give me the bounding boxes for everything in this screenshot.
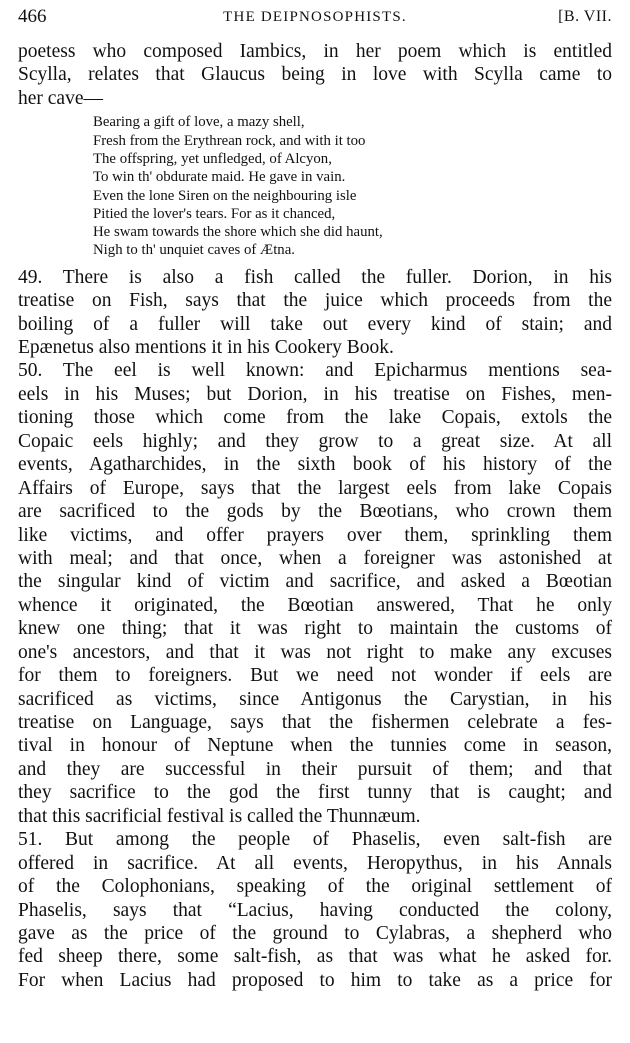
text-line: with meal; and that once, when a foreigner was astonished at (18, 547, 612, 569)
text-line: gave as the price of the ground to Cylabras, a shepherd who (18, 922, 612, 944)
text-line: Epænetus also mentions it in his Cookery Book. (18, 337, 394, 358)
verse-line: Even the lone Siren on the neighbouring isle (93, 187, 357, 204)
text-line: events, Agatharchides, in the sixth book of his history of the (18, 454, 612, 476)
text-line: whence it originated, the Bœotian answered, That he only (18, 594, 612, 616)
text-line: and they are successful in their pursuit of them; and that (18, 758, 612, 780)
section-51-paragraph (18, 828, 612, 992)
intro-paragraph (18, 40, 612, 110)
text-line: they sacrifice to the god the first tunny that is caught; and (18, 782, 612, 804)
page-number: 466 (18, 6, 47, 27)
verse-line: Pitied the lover's tears. For as it chanced, (93, 205, 336, 222)
text-line: like victims, and offer prayers over them, sprinkling them (18, 524, 612, 546)
text-line: Scylla, relates that Glaucus being in love with Scylla came to (18, 64, 612, 86)
page-body (18, 40, 612, 992)
text-line: her cave— (18, 87, 103, 109)
text-line: offered in sacrifice. At all events, Heropythus, in his Annals (18, 852, 612, 874)
text-line: treatise on Fish, says that the juice which proceeds from the (18, 290, 612, 312)
text-line: the singular kind of victim and sacrifice, and asked a Bœotian (18, 571, 612, 593)
text-line: tival in honour of Neptune when the tunnies come in season, (18, 735, 612, 757)
verse-line: Nigh to th' unquiet caves of Ætna. (93, 242, 295, 259)
verse-quotation (93, 113, 612, 259)
text-line: 50. The eel is well known: and Epicharmus mentions sea- (18, 360, 612, 382)
text-line: Affairs of Europe, says that the largest eels from lake Copais (18, 477, 612, 499)
verse-line: Fresh from the Erythrean rock, and with it too (93, 132, 366, 149)
book-indicator: [B. VII. (558, 8, 612, 25)
text-line: boiling of a fuller will take out every kind of stain; and (18, 313, 612, 335)
text-line: of the Colophonians, speaking of the original settlement of (18, 876, 612, 898)
text-line: eels in his Muses; but Dorion, in his treatise on Fishes, men- (18, 383, 612, 405)
text-line: Copaic eels highly; and they grow to a great size. At all (18, 430, 612, 452)
running-header (18, 6, 612, 32)
text-line: treatise on Language, says that the fishermen celebrate a fes- (18, 712, 612, 733)
section-49-paragraph (18, 266, 612, 360)
running-title: THE DEIPNOSOPHISTS. (223, 9, 407, 25)
text-line: poetess who composed Iambics, in her poem which is entitled (18, 41, 612, 62)
text-line: Phaselis, says that “Lacius, having conducted the colony, (18, 899, 612, 921)
text-line: tioning those which come from the lake Copais, extols the (18, 407, 612, 429)
text-line: that this sacrificial festival is called the Thunnæum. (18, 805, 421, 827)
text-line: knew one thing; that it was right to maintain the customs of (18, 618, 612, 640)
text-line: are sacrificed to the gods by the Bœotians, who crown them (18, 501, 612, 523)
verse-line: Bearing a gift of love, a mazy shell, (93, 114, 305, 131)
text-line: For when Lacius had proposed to him to take as a price for (18, 969, 612, 991)
text-line: sacrificed as victims, since Antigonus the Carystian, in his (18, 688, 612, 710)
text-line: one's ancestors, and that it was not right to make any excuses (18, 641, 612, 663)
text-line: 51. But among the people of Phaselis, even salt-fish are (18, 829, 612, 851)
text-line: for them to foreigners. But we need not wonder if eels are (18, 665, 612, 687)
verse-line: The offspring, yet unfledged, of Alcyon, (93, 150, 332, 167)
verse-line: He swam towards the shore which she did haunt, (93, 224, 383, 241)
section-50-paragraph (18, 359, 612, 828)
verse-line: To win th' obdurate maid. He gave in vain. (93, 169, 346, 186)
text-line: fed sheep there, some salt-fish, as that was what he asked for. (18, 946, 612, 968)
text-line: 49. There is also a fish called the fuller. Dorion, in his (18, 266, 612, 288)
